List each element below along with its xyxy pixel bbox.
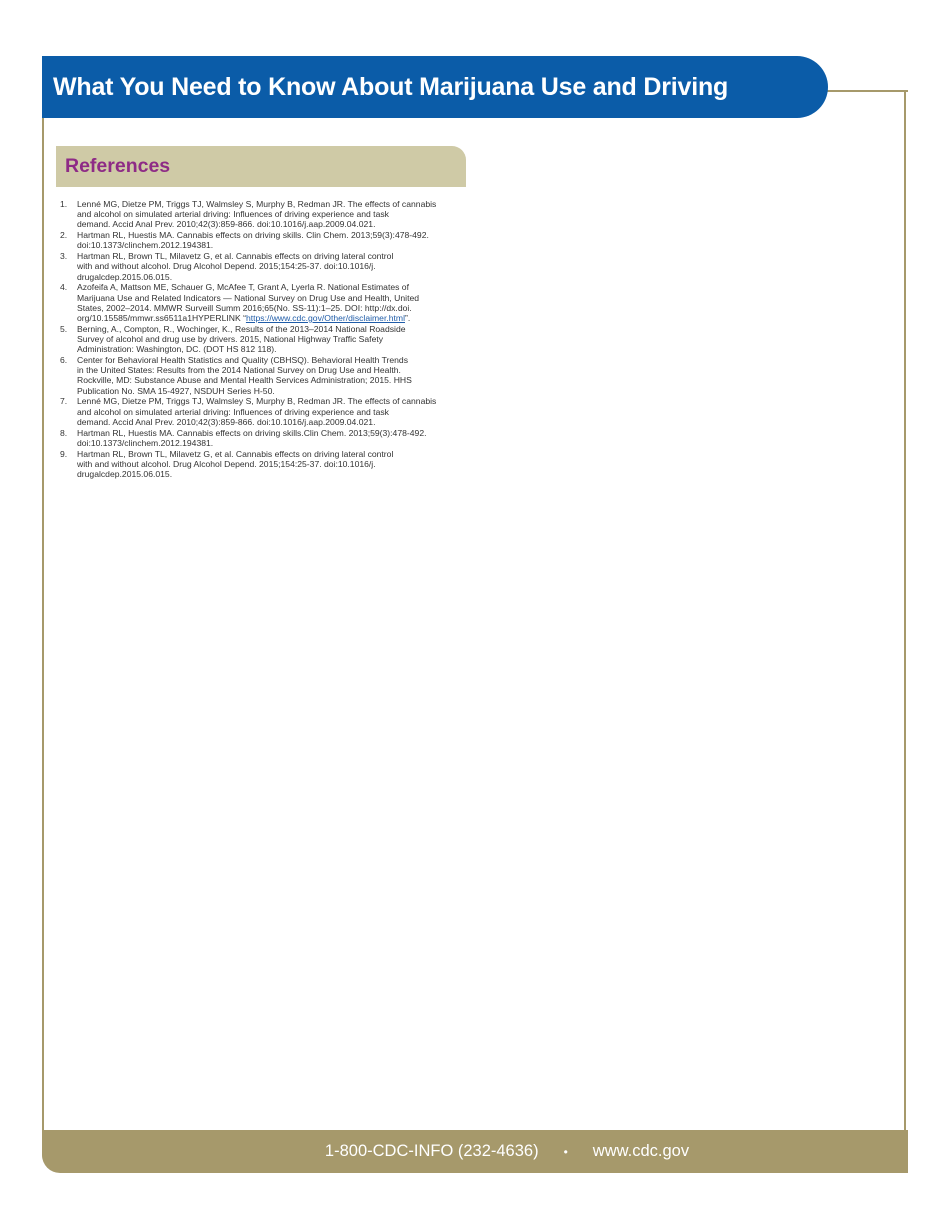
reference-item	[58, 449, 468, 480]
reference-line-suffix: ”.	[404, 313, 411, 324]
reference-text	[77, 324, 406, 354]
reference-line: Azofeifa A, Mattson ME, Schauer G, McAfee T, Grant A, Lyerla R. National Estimates of	[77, 282, 409, 293]
reference-number: 2.	[60, 230, 68, 241]
title-banner	[42, 56, 828, 118]
reference-line: Hartman RL, Huestis MA. Cannabis effects on driving skills. Clin Chem. 2013;59(3):478-492.	[77, 230, 429, 241]
reference-item	[58, 282, 468, 323]
reference-text	[77, 396, 436, 426]
reference-line: and alcohol on simulated arterial driving: Influences of driving experience and task	[77, 406, 389, 417]
reference-item	[58, 199, 468, 230]
reference-text	[77, 251, 393, 281]
reference-text	[77, 428, 426, 448]
reference-line: Administration: Washington, DC. (DOT HS 812 118).	[77, 344, 277, 355]
reference-number: 4.	[60, 282, 68, 293]
reference-line: drugalcdep.2015.06.015.	[77, 469, 173, 480]
reference-line: Berning, A., Compton, R., Wochinger, K., Results of the 2013–2014 National Roadside	[77, 323, 406, 334]
reference-number: 5.	[60, 323, 68, 334]
reference-number: 1.	[60, 199, 68, 209]
reference-line: Lenné MG, Dietze PM, Triggs TJ, Walmsley S, Murphy B, Redman JR. The effects of cannabis	[77, 199, 437, 209]
footer-bar	[42, 1130, 908, 1173]
reference-number: 7.	[60, 396, 68, 407]
reference-item	[58, 230, 468, 250]
reference-text	[77, 199, 436, 229]
reference-line: Lenné MG, Dietze PM, Triggs TJ, Walmsley S, Murphy B, Redman JR. The effects of cannabis	[77, 396, 437, 407]
reference-item	[58, 428, 468, 448]
reference-line: Hartman RL, Brown TL, Milavetz G, et al. Cannabis effects on driving lateral control	[77, 251, 394, 262]
reference-number: 6.	[60, 355, 68, 366]
reference-item	[58, 251, 468, 282]
reference-item	[58, 324, 468, 355]
reference-number: 3.	[60, 251, 68, 262]
reference-line: Publication No. SMA 15-4927, NSDUH Series H-50.	[77, 385, 275, 396]
reference-number: 8.	[60, 427, 68, 438]
reference-item	[58, 396, 468, 427]
frame-top-line	[820, 90, 908, 92]
footer-phone: 1-800-CDC-INFO (232-4636)	[324, 1142, 539, 1160]
reference-line: doi:10.1373/clinchem.2012.194381.	[77, 437, 214, 448]
reference-line: States, 2002–2014. MMWR Surveill Summ 2016;65(No. SS-11):1–25. DOI: http://dx.doi.	[77, 302, 412, 313]
reference-line: drugalcdep.2015.06.015.	[77, 271, 173, 282]
reference-line: Center for Behavioral Health Statistics and Quality (CBHSQ). Behavioral Health Trends	[77, 355, 409, 366]
reference-line: org/10.15585/mmwr.ss6511a1HYPERLINK “	[77, 313, 246, 324]
reference-line: Marijuana Use and Related Indicators — National Survey on Drug Use and Health, United	[77, 292, 420, 303]
references-list	[58, 199, 468, 480]
reference-text	[77, 449, 393, 479]
reference-line: Hartman RL, Huestis MA. Cannabis effects on driving skills.Clin Chem. 2013;59(3):478-492.	[77, 427, 427, 438]
page-title: What You Need to Know About Marijuana Use and Driving	[53, 72, 729, 101]
reference-line: Hartman RL, Brown TL, Milavetz G, et al. Cannabis effects on driving lateral control	[77, 448, 394, 459]
disclaimer-link[interactable]: https://www.cdc.gov/Other/disclaimer.html	[245, 313, 405, 324]
footer-website-link[interactable]: www.cdc.gov	[592, 1142, 690, 1160]
reference-item	[58, 355, 468, 396]
reference-line: demand. Accid Anal Prev. 2010;42(3):859-866. doi:10.1016/j.aap.2009.04.021.	[77, 416, 376, 427]
reference-line: with and without alcohol. Drug Alcohol Depend. 2015;154:25-37. doi:10.1016/j.	[77, 458, 376, 469]
references-header	[56, 146, 466, 187]
footer-separator: •	[563, 1144, 568, 1159]
reference-line: with and without alcohol. Drug Alcohol Depend. 2015;154:25-37. doi:10.1016/j.	[77, 261, 376, 272]
reference-text	[77, 282, 419, 323]
reference-text	[77, 230, 429, 250]
reference-line: doi:10.1373/clinchem.2012.194381.	[77, 240, 214, 251]
reference-line: Survey of alcohol and drug use by drivers. 2015, National Highway Traffic Safety	[77, 334, 384, 345]
reference-line: in the United States: Results from the 2014 National Survey on Drug Use and Health.	[77, 365, 401, 376]
reference-line: Rockville, MD: Substance Abuse and Mental Health Services Administration; 2015. HHS	[77, 375, 412, 386]
references-heading: References	[65, 155, 171, 177]
reference-text	[77, 355, 412, 396]
reference-line: demand. Accid Anal Prev. 2010;42(3):859-866. doi:10.1016/j.aap.2009.04.021.	[77, 219, 376, 230]
reference-line: and alcohol on simulated arterial driving: Influences of driving experience and task	[77, 209, 389, 220]
reference-number: 9.	[60, 448, 68, 459]
